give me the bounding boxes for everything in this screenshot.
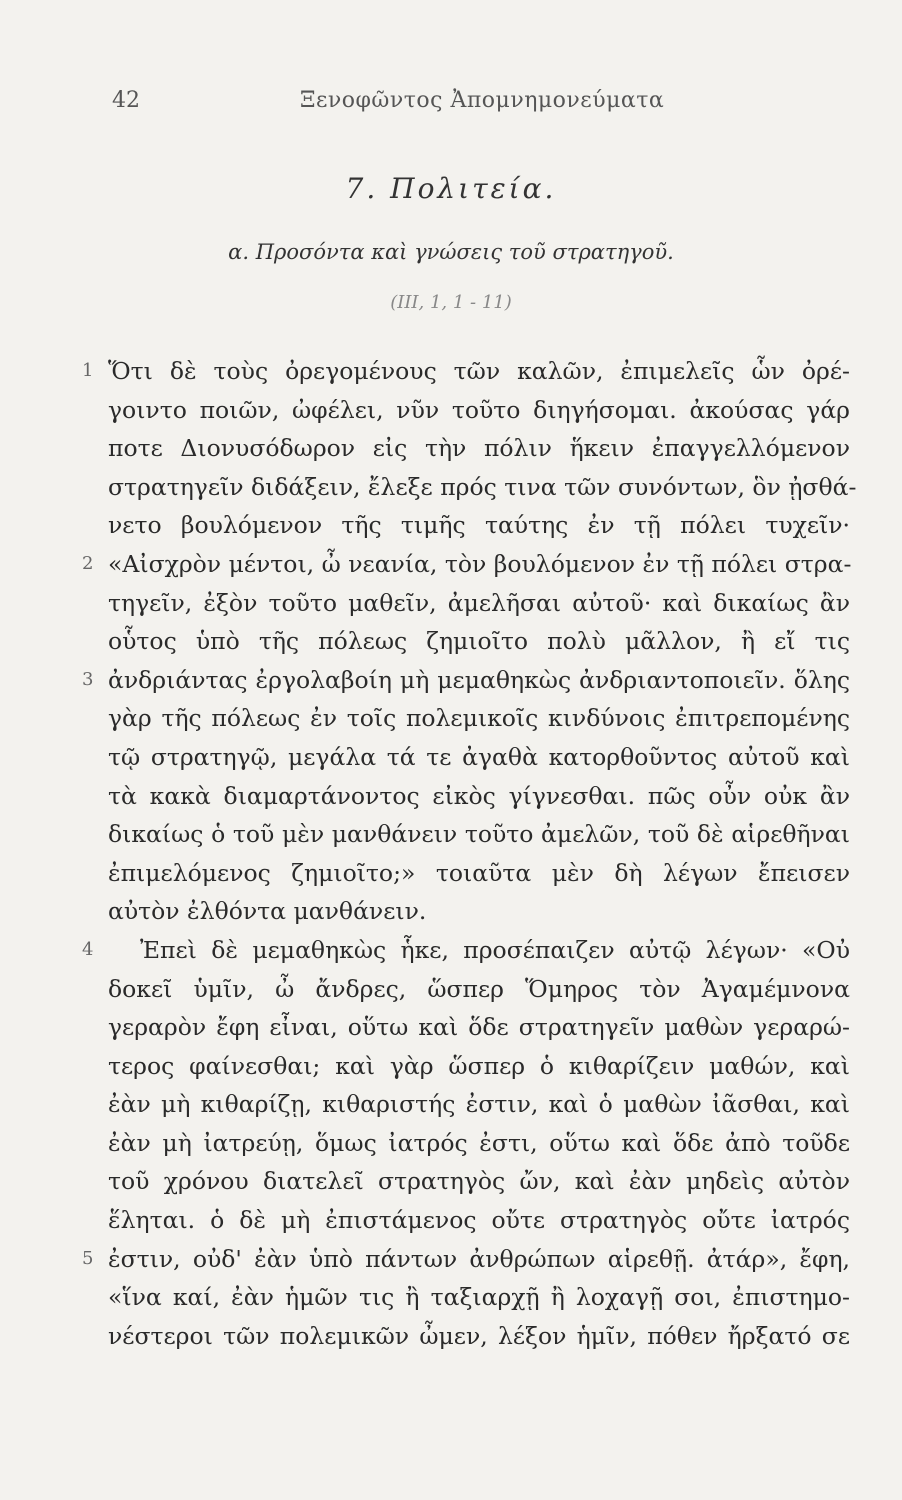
line-text: «Αἰσχρὸν μέντοι, ὦ νεανία, τὸν βουλόμενον ἐν τῇ πόλει στρα-: [108, 549, 852, 578]
section-number: 4: [82, 938, 94, 960]
line-text: δικαίως ὁ τοῦ μὲν μανθάνειν τοῦτο ἀμελῶν, τοῦ δὲ αἱρεθῆναι: [108, 820, 850, 849]
text-line: [108, 506, 850, 545]
body-text: [82, 352, 857, 1355]
line-text: τηγεῖν, ἐξὸν τοῦτο μαθεῖν, ἀμελῆσαι αὐτοῦ· καὶ δικαίως ἂν: [108, 588, 850, 617]
text-line: [108, 1085, 850, 1124]
text-line: [82, 1240, 850, 1279]
line-text: ποτε Διονυσόδωρον εἰς τὴν πόλιν ἥκειν ἐπαγγελλόμενον: [108, 434, 850, 463]
line-text: τῷ στρατηγῷ, μεγάλα τά τε ἀγαθὰ κατορθοῦντος αὐτοῦ καὶ: [108, 742, 850, 771]
text-line: [108, 892, 850, 931]
line-text: γεραρὸν ἔφη εἶναι, οὕτω καὶ ὅδε στρατηγεῖν μαθὼν γεραρώ-: [108, 1013, 850, 1042]
line-text: οὗτος ὑπὸ τῆς πόλεως ζημιοῖτο πολὺ μᾶλλον, ἢ εἴ τις: [108, 627, 850, 656]
text-line: [108, 1124, 850, 1163]
text-line: [108, 815, 850, 854]
section-number: 1: [82, 360, 94, 381]
text-line: [82, 352, 850, 391]
chapter-title: 7. Πολιτεία.: [345, 172, 557, 205]
running-title: Ξενοφῶντος Ἀπομνημονεύματα: [300, 88, 665, 113]
line-text: νέστεροι τῶν πολεμικῶν ὦμεν, λέξον ἡμῖν, πόθεν ἤρξατό σε: [108, 1321, 850, 1350]
text-line: [108, 584, 850, 623]
line-text: δοκεῖ ὑμῖν, ὦ ἄνδρες, ὥσπερ Ὅμηρος τὸν Ἀγαμέμνονα: [108, 974, 850, 1003]
section-title: α. Προσόντα καὶ γνώσεις τοῦ στρατηγοῦ.: [228, 240, 674, 264]
line-text: γοιντο ποιῶν, ὠφέλει, νῦν τοῦτο διηγήσομαι. ἀκούσας γάρ: [108, 395, 850, 424]
line-text: ἀνδριάντας ἐργολαβοίη μὴ μεμαθηκὼς ἀνδριαντοποιεῖν. ὅλης: [108, 665, 850, 694]
line-text: αὐτὸν ἐλθόντα μανθάνειν.: [108, 897, 427, 926]
text-line: [108, 777, 850, 816]
section-number: 5: [82, 1247, 94, 1269]
text-line: [108, 1201, 850, 1240]
text-line: [108, 468, 857, 507]
line-text: γὰρ τῆς πόλεως ἐν τοῖς πολεμικοῖς κινδύνοις ἐπιτρεπομένης: [108, 704, 850, 733]
text-line: [82, 545, 852, 584]
text-line: [108, 429, 850, 468]
text-line: [108, 970, 850, 1009]
line-text: ἐστιν, οὐδ' ἐὰν ὑπὸ πάντων ἀνθρώπων αἱρεθῇ. ἀτάρ», ἔφη,: [108, 1244, 850, 1273]
line-text: στρατηγεῖν διδάξειν, ἔλεξε πρός τινα τῶν συνόντων, ὃν ᾐσθά-: [108, 472, 857, 501]
text-line: [108, 699, 850, 738]
line-text: «ἵνα καί, ἐὰν ἡμῶν τις ἢ ταξιαρχῇ ἢ λοχαγῇ σοι, ἐπιστημο-: [108, 1283, 850, 1312]
line-text: ἐὰν μὴ κιθαρίζῃ, κιθαριστής ἐστιν, καὶ ὁ μαθὼν ἰᾶσθαι, καὶ: [108, 1090, 850, 1119]
page-number: 42: [112, 88, 140, 113]
text-line: [108, 622, 850, 661]
text-line: [108, 391, 850, 430]
line-text: ἐπιμελόμενος ζημιοῖτο;» τοιαῦτα μὲν δὴ λέγων ἔπεισεν: [108, 858, 850, 887]
text-line: [108, 1047, 850, 1086]
text-line: [108, 1317, 850, 1356]
line-text: νετο βουλόμενον τῆς τιμῆς ταύτης ἐν τῇ πόλει τυχεῖν·: [108, 511, 850, 540]
line-text: τὰ κακὰ διαμαρτάνοντος εἰκὸς γίγνεσθαι. πῶς οὖν οὐκ ἂν: [108, 781, 850, 810]
source-reference: (III, 1, 1 - 11): [390, 292, 512, 313]
line-text: τερος φαίνεσθαι; καὶ γὰρ ὥσπερ ὁ κιθαρίζειν μαθών, καὶ: [108, 1051, 850, 1080]
text-line: [108, 1278, 850, 1317]
section-number: 2: [82, 552, 94, 574]
line-text: ἐὰν μὴ ἰατρεύῃ, ὅμως ἰατρός ἐστι, οὕτω καὶ ὅδε ἀπὸ τοῦδε: [108, 1128, 850, 1157]
section-number: 3: [82, 668, 94, 690]
text-line: [108, 854, 850, 893]
line-text: Ἐπεὶ δὲ μεμαθηκὼς ἧκε, προσέπαιζεν αὐτῷ λέγων· «Οὐ: [140, 935, 850, 964]
line-text: Ὅτι δὲ τοὺς ὀρεγομένους τῶν καλῶν, ἐπιμελεῖς ὧν ὀρέ-: [108, 357, 850, 385]
text-line: [108, 1162, 850, 1201]
line-text: τοῦ χρόνου διατελεῖ στρατηγὸς ὤν, καὶ ἐὰν μηδεὶς αὐτὸν: [108, 1167, 850, 1196]
text-line: [108, 1008, 850, 1047]
text-line: [82, 931, 850, 970]
text-line: [82, 661, 850, 700]
line-text: ἕληται. ὁ δὲ μὴ ἐπιστάμενος οὔτε στρατηγὸς οὔτε ἰατρός: [108, 1206, 850, 1235]
text-line: [108, 738, 850, 777]
